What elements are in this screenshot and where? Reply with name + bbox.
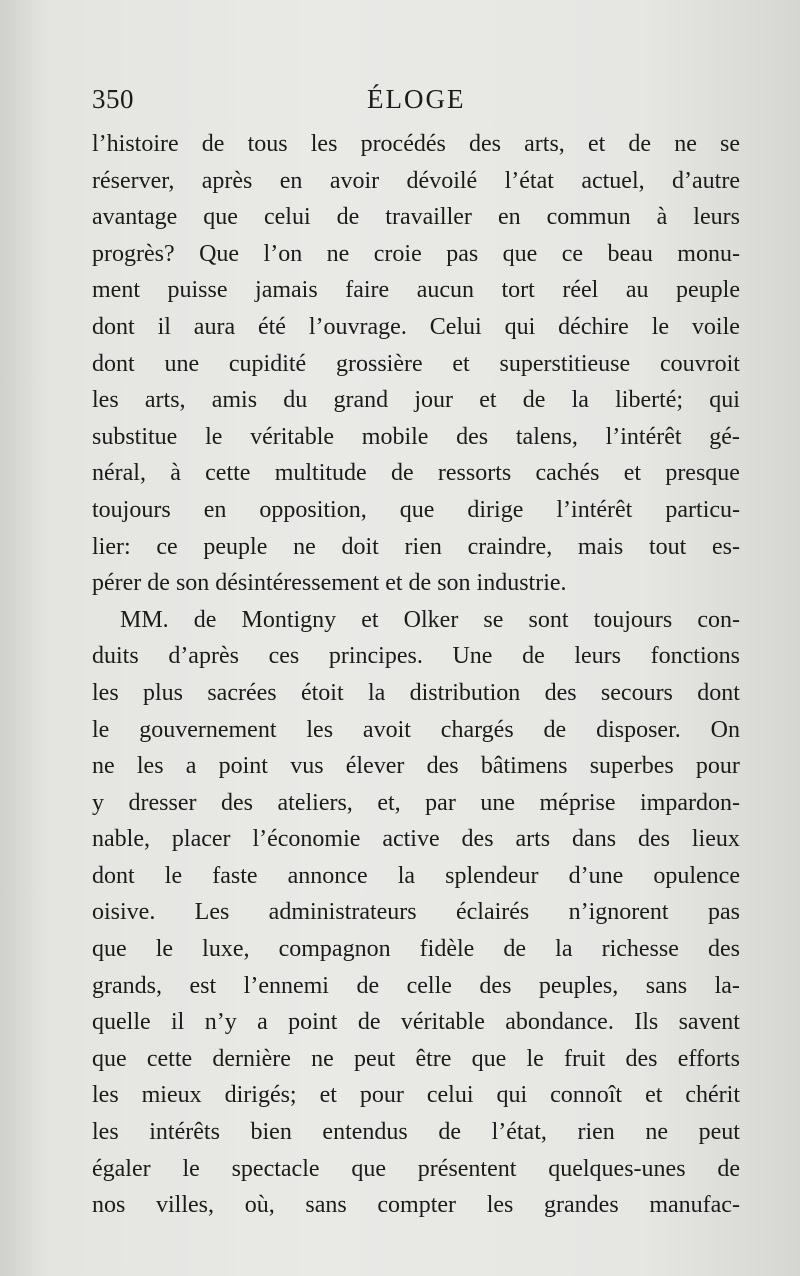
text-line: nable, placer l’économie active des arts dans des lieux	[92, 826, 740, 853]
text-line: les mieux dirigés; et pour celui qui connoît et chérit	[92, 1082, 740, 1109]
text-line: quelle il n’y a point de véritable abondance. Ils savent	[92, 1009, 740, 1036]
text-line: ment puisse jamais faire aucun tort réel au peuple	[92, 277, 740, 304]
text-line: duits d’après ces principes. Une de leurs fonctions	[92, 643, 740, 670]
text-line: nos villes, où, sans compter les grandes manufac-	[92, 1192, 740, 1219]
text-line: dont le faste annonce la splendeur d’une opulence	[92, 862, 740, 889]
text-line: ne les a point vus élever des bâtimens superbes pour	[92, 753, 740, 780]
text-line: toujours en opposition, que dirige l’intérêt particu-	[92, 496, 740, 523]
text-line: pérer de son désintéressement et de son industrie.	[92, 570, 567, 597]
text-line: égaler le spectacle que présentent quelques-unes de	[92, 1155, 740, 1182]
text-line: néral, à cette multitude de ressorts cachés et presque	[92, 460, 740, 487]
text-line: que cette dernière ne peut être que le fruit des efforts	[92, 1045, 740, 1072]
text-line: l’histoire de tous les procédés des arts, et de ne se	[92, 131, 740, 157]
text-line: progrès? Que l’on ne croie pas que ce beau monu-	[92, 240, 740, 267]
body-text	[92, 126, 740, 1224]
page-header	[92, 84, 740, 120]
text-line: lier: ce peuple ne doit rien craindre, mais tout es-	[92, 533, 740, 560]
text-line: les plus sacrées étoit la distribution des secours dont	[92, 679, 740, 706]
text-line: grands, est l’ennemi de celle des peuples, sans la-	[92, 972, 740, 999]
text-line: avantage que celui de travailler en commun à leurs	[92, 204, 740, 231]
text-line: que le luxe, compagnon fidèle de la richesse des	[92, 936, 740, 963]
text-line: dont il aura été l’ouvrage. Celui qui déchire le voile	[92, 313, 740, 340]
running-head: ÉLOGE	[367, 84, 466, 114]
text-line: les arts, amis du grand jour et de la liberté; qui	[92, 387, 740, 414]
text-line: dont une cupidité grossière et superstitieuse couvroit	[92, 350, 740, 377]
text-line: substitue le véritable mobile des talens, l’intérêt gé-	[92, 423, 740, 450]
text-line: les intérêts bien entendus de l’état, rien ne peut	[92, 1119, 740, 1146]
text-line: MM. de Montigny et Olker se sont toujours con-	[120, 606, 740, 633]
text-line: oisive. Les administrateurs éclairés n’ignorent pas	[92, 899, 740, 926]
text-line: y dresser des ateliers, et, par une méprise impardon-	[92, 789, 740, 816]
text-line: le gouvernement les avoit chargés de disposer. On	[92, 716, 740, 743]
page-number: 350	[92, 84, 134, 114]
text-line: réserver, après en avoir dévoilé l’état actuel, d’autre	[92, 167, 740, 194]
